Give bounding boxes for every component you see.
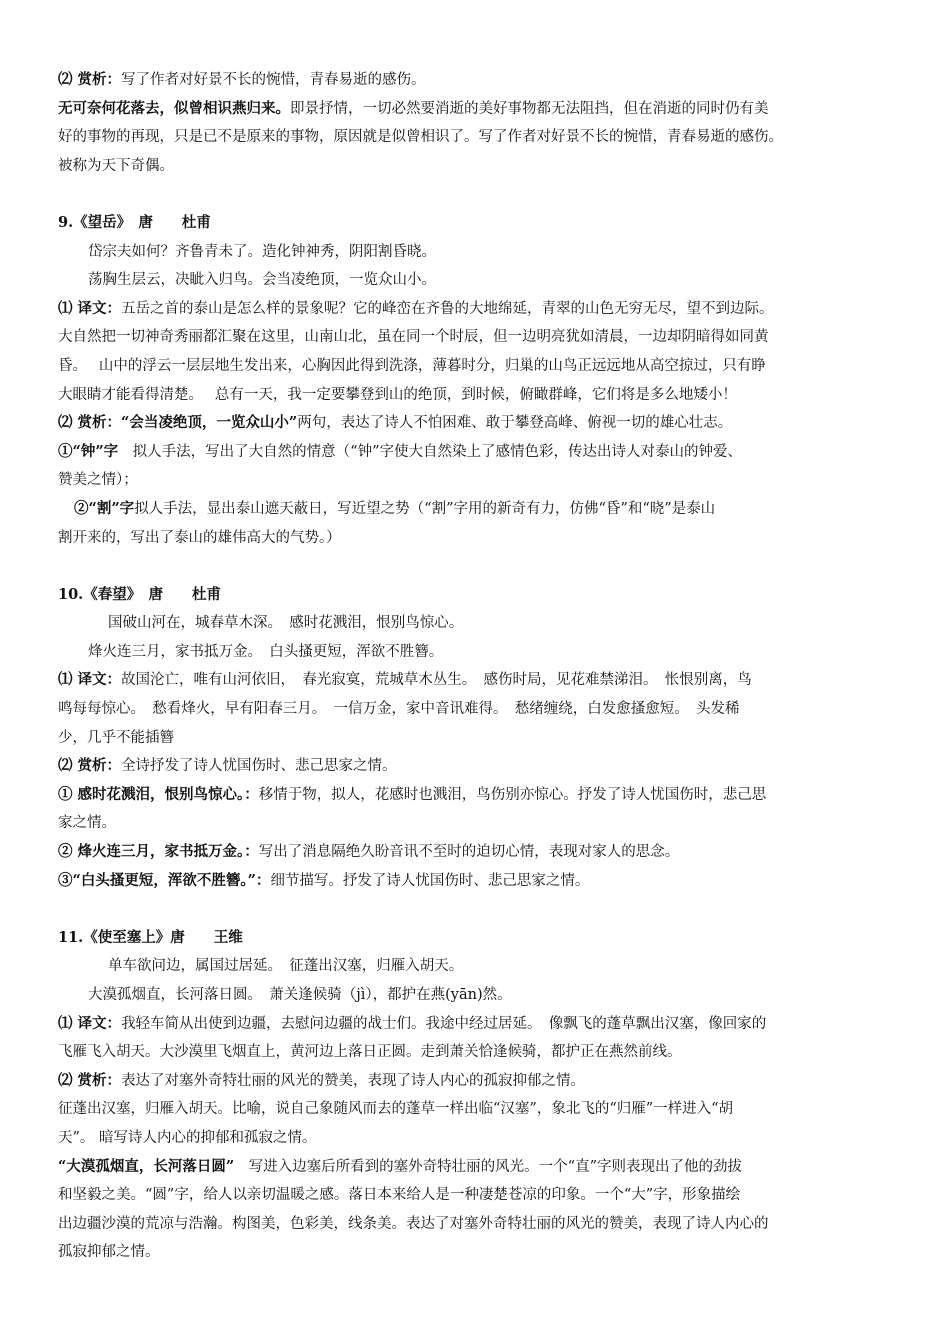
line-text: 大自然把一切神奇秀丽都汇聚在这里，山南山北，虽在同一个时辰，但一边明亮犹如清晨，一边却阴暗得如同黄 — [58, 329, 769, 346]
bold-lead: ②“割”字 — [74, 499, 135, 517]
text-line — [58, 1238, 892, 1267]
poem-title-text: 9.《望岳》 唐 杜甫 — [58, 213, 211, 231]
text-line — [58, 266, 892, 295]
text-line — [58, 381, 892, 410]
paragraph-gap — [58, 180, 892, 209]
bold-lead: ⑴ 译文： — [58, 1014, 122, 1032]
text-line — [58, 95, 892, 124]
bold-lead: ⑵ 赏析：“会当凌绝顶，一览众山小” — [58, 414, 298, 432]
text-line — [58, 1095, 892, 1124]
text-line — [58, 495, 892, 524]
text-line — [58, 524, 892, 553]
poem-title — [58, 581, 892, 610]
text-line — [58, 1038, 892, 1067]
text-line — [58, 838, 892, 867]
line-text: 单车欲问边，属国过居延。 征蓬出汉塞，归雁入胡天。 — [108, 958, 464, 975]
text-line — [58, 1181, 892, 1210]
line-text: 被称为天下奇偶。 — [58, 157, 174, 174]
text-line — [58, 1067, 892, 1096]
text-line — [58, 724, 892, 753]
bold-lead: 无可奈何花落去，似曾相识燕归来。 — [58, 99, 290, 117]
line-text: 写出了消息隔绝久盼音讯不至时的迫切心情，表现对家人的思念。 — [258, 844, 680, 861]
bold-lead: ⑴ 译文： — [58, 299, 122, 317]
text-line — [58, 66, 892, 95]
bold-lead: ⑴ 译文： — [58, 671, 122, 689]
poem-title-text: 10.《春望》 唐 杜甫 — [58, 585, 221, 603]
line-text: 烽火连三月，家书抵万金。 白头搔更短，浑欲不胜簪。 — [88, 643, 444, 660]
line-text: 表达了对塞外奇特壮丽的风光的赞美，表现了诗人内心的孤寂抑郁之情。 — [121, 1072, 586, 1089]
text-line — [58, 123, 892, 152]
line-text: 五岳之首的泰山是怎么样的景象呢？它的峰峦在齐鲁的大地绵延，青翠的山色无穷无尽，望不到边际。 — [121, 300, 774, 317]
bold-lead: ① 感时花溅泪，恨别鸟惊心。： — [58, 785, 259, 803]
text-line — [58, 295, 892, 324]
text-line — [58, 981, 892, 1010]
line-text: 和坚毅之美。“圆”字，给人以亲切温暖之感。落日本来给人是一种凄楚苍凉的印象。一个“大”字，形象描绘 — [58, 1187, 741, 1204]
bold-lead: ⑵ 赏析： — [58, 757, 122, 775]
line-text: 赞美之情）； — [58, 472, 138, 489]
line-text: 两句，表达了诗人不怕困难、敢于攀登高峰、俯视一切的雄心壮志。 — [297, 415, 733, 432]
bold-lead: ⑵ 赏析： — [58, 71, 122, 88]
line-text: 出边疆沙漠的荒凉与浩瀚。构图美，色彩美，线条美。表达了对塞外奇特壮丽的风光的赞美，表现了诗人内心的 — [58, 1215, 769, 1232]
line-text: 征蓬出汉塞，归雁入胡天。比喻，说自己象随风而去的蓬草一样出临“汉塞”，象北飞的“归雁”一样进入“胡 — [58, 1101, 734, 1118]
text-line — [58, 409, 892, 438]
text-line — [58, 952, 892, 981]
text-line — [58, 781, 892, 810]
poem-title — [58, 209, 892, 238]
line-text: 即景抒情，一切必然要消逝的美好事物都无法阻挡，但在消逝的同时仍有美 — [290, 100, 769, 117]
bold-lead: ①“钟”字 — [58, 442, 119, 460]
text-line — [58, 466, 892, 495]
text-line — [58, 438, 892, 467]
line-text: 少，几乎不能插簪 — [58, 729, 174, 746]
line-text: 国破山河在，城春草木深。 感时花溅泪，恨别鸟惊心。 — [108, 615, 464, 632]
text-line — [58, 609, 892, 638]
line-text: 荡胸生层云，决眦入归鸟。会当凌绝顶，一览众山小。 — [88, 272, 436, 289]
text-line — [58, 1210, 892, 1239]
line-text: 全诗抒发了诗人忧国伤时、悲己思家之情。 — [121, 758, 397, 775]
bold-lead: ⑵ 赏析： — [58, 1071, 122, 1089]
text-line — [58, 752, 892, 781]
text-line — [58, 1010, 892, 1039]
text-line — [58, 1153, 892, 1182]
line-text: 飞雁飞入胡天。大沙漠里飞烟直上，黄河边上落日正圆。走到萧关恰逢候骑，都护正在燕然前线。 — [58, 1044, 682, 1061]
line-text: 昏。 山中的浮云一层层地生发出来，心胸因此得到洗涤，薄暮时分，归巢的山鸟正远远地从高空掠过，只有睁 — [58, 357, 766, 374]
text-line — [58, 323, 892, 352]
line-text: 拟人手法，写出了大自然的情意（“钟”字使大自然染上了感情色彩，传达出诗人对泰山的钟爱、 — [118, 443, 743, 460]
line-text: 割开来的，写出了泰山的雄伟高大的气势。） — [58, 529, 341, 546]
line-text: 大漠孤烟直，长河落日圆。 萧关逢候骑（jì），都护在燕(yān)然。 — [88, 987, 512, 1003]
line-text: 岱宗夫如何？齐鲁青未了。造化钟神秀，阴阳割昏晓。 — [88, 243, 436, 260]
bold-lead: “大漠孤烟直，长河落日圆” — [58, 1157, 235, 1175]
text-line — [58, 867, 892, 896]
line-text: 孤寂抑郁之情。 — [58, 1244, 160, 1261]
line-text: 我轻车简从出使到边疆，去慰问边疆的战士们。我途中经过居延。 像飘飞的蓬草飘出汉塞，像回家的 — [121, 1015, 767, 1032]
text-line — [58, 352, 892, 381]
document-page — [58, 66, 892, 1267]
text-line — [58, 695, 892, 724]
line-text: 鸣每每惊心。 愁看烽火，早有阳春三月。 一信万金，家中音讯难得。 愁绪缠绕，白发愈搔愈短。 头发稀 — [58, 701, 740, 718]
text-line — [58, 638, 892, 667]
text-line — [58, 152, 892, 181]
line-text: 移情于物，拟人，花感时也溅泪，鸟伤别亦惊心。抒发了诗人忧国伤时，悲己思 — [258, 786, 767, 803]
line-text: 写了作者对好景不长的惋惜，青春易逝的感伤。 — [121, 72, 426, 88]
bold-lead: ② 烽火连三月，家书抵万金。： — [58, 843, 259, 861]
line-text: 家之情。 — [58, 815, 116, 832]
poem-title-text: 11.《使至塞上》唐 王维 — [58, 928, 243, 946]
paragraph-gap — [58, 552, 892, 581]
line-text: 好的事物的再现，只是已不是原来的事物，原因就是似曾相识了。写了作者对好景不长的惋惜，青春易逝的感伤。 — [58, 129, 783, 146]
text-line — [58, 1124, 892, 1153]
line-text: 大眼睛才能看得清楚。 总有一天，我一定要攀登到山的绝顶，到时候，俯瞰群峰，它们将是多么地矮小！ — [58, 386, 737, 403]
text-line — [58, 238, 892, 267]
bold-lead: ③“白头搔更短，浑欲不胜簪。”： — [58, 871, 271, 889]
poem-title — [58, 924, 892, 953]
text-line — [58, 666, 892, 695]
line-text: 拟人手法，显出泰山遮天蔽日，写近望之势（“割”字用的新奇有力，仿佛“昏”和“晓”是泰山 — [134, 500, 716, 517]
line-text: 故国沦亡，唯有山河依旧， 春光寂寞，荒城草木丛生。 感伤时局，见花难禁涕泪。 怅恨别离，鸟 — [121, 672, 752, 689]
paragraph-gap — [58, 895, 892, 924]
text-line — [58, 809, 892, 838]
line-text: 天”。 暗写诗人内心的抑郁和孤寂之情。 — [58, 1129, 317, 1146]
line-text: 细节描写。抒发了诗人忧国伤时、悲己思家之情。 — [270, 872, 590, 889]
line-text: 写进入边塞后所看到的塞外奇特壮丽的风光。一个“直”字则表现出了他的劲拔 — [234, 1158, 743, 1175]
